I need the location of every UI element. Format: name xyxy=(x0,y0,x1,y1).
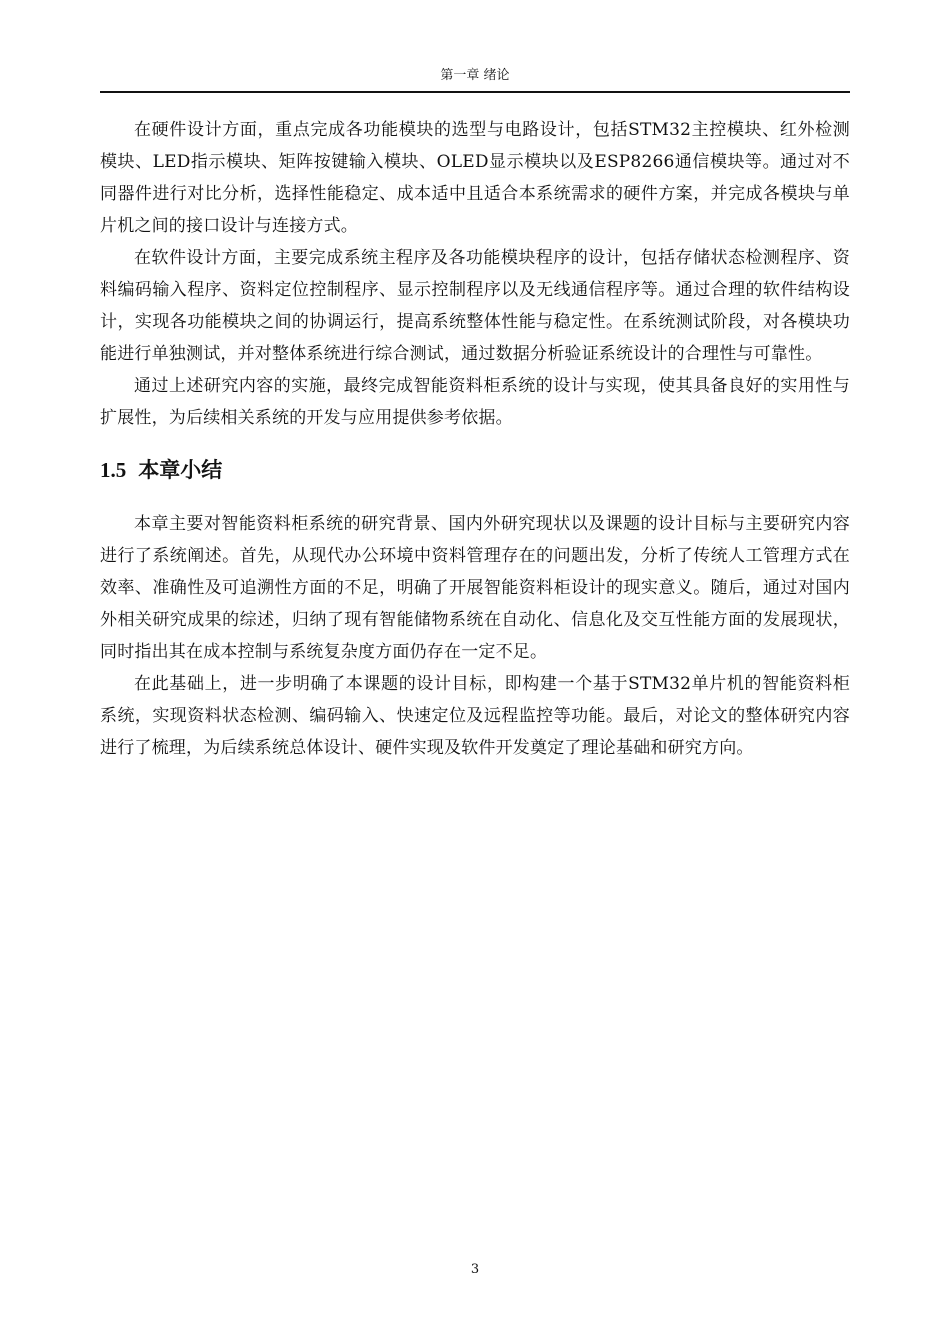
paragraph-summary-background: 本章主要对智能资料柜系统的研究背景、国内外研究现状以及课题的设计目标与主要研究内容进行了系统阐述。首先，从现代办公环境中资料管理存在的问题出发，分析了传统人工管理方式在效率、准确性及可追溯性方面的不足，明确了开展智能资料柜设计的现实意义。随后，通过对国内外相关研究成果的综述，归纳了现有智能储物系统在自动化、信息化及交互性能方面的发展现状，同时指出其在成本控制与系统复杂度方面仍存在一定不足。 xyxy=(100,514,850,662)
running-header: 第一章 绪论 xyxy=(440,68,510,83)
paragraph-software-design: 在软件设计方面，主要完成系统主程序及各功能模块程序的设计，包括存储状态检测程序、资料编码输入程序、资料定位控制程序、显示控制程序以及无线通信程序等。通过合理的软件结构设计，实现各功能模块之间的协调运行，提高系统整体性能与稳定性。在系统测试阶段，对各模块功能进行单独测试，并对整体系统进行综合测试，通过数据分析验证系统设计的合理性与可靠性。 xyxy=(100,248,850,364)
section-number: 1.5 xyxy=(100,458,127,482)
paragraph-hardware-design: 在硬件设计方面，重点完成各功能模块的选型与电路设计，包括STM32主控模块、红外检测模块、LED指示模块、矩阵按键输入模块、OLED显示模块以及ESP8266通信模块等。通过对不同器件进行对比分析，选择性能稳定、成本适中且适合本系统需求的硬件方案，并完成各模块与单片机之间的接口设计与连接方式。 xyxy=(100,120,850,236)
page-number: 3 xyxy=(470,1262,480,1277)
section-title: 本章小结 xyxy=(138,458,223,482)
section-heading xyxy=(100,450,850,490)
paragraph-summary-goals: 在此基础上，进一步明确了本课题的设计目标，即构建一个基于STM32单片机的智能资料柜系统，实现资料状态检测、编码输入、快速定位及远程监控等功能。最后，对论文的整体研究内容进行了梳理，为后续系统总体设计、硬件实现及软件开发奠定了理论基础和研究方向。 xyxy=(100,674,850,758)
page-body xyxy=(100,114,850,764)
paragraph-research-outcome: 通过上述研究内容的实施，最终完成智能资料柜系统的设计与实现，使其具备良好的实用性与扩展性，为后续相关系统的开发与应用提供参考依据。 xyxy=(100,376,850,428)
header-divider xyxy=(100,91,850,93)
